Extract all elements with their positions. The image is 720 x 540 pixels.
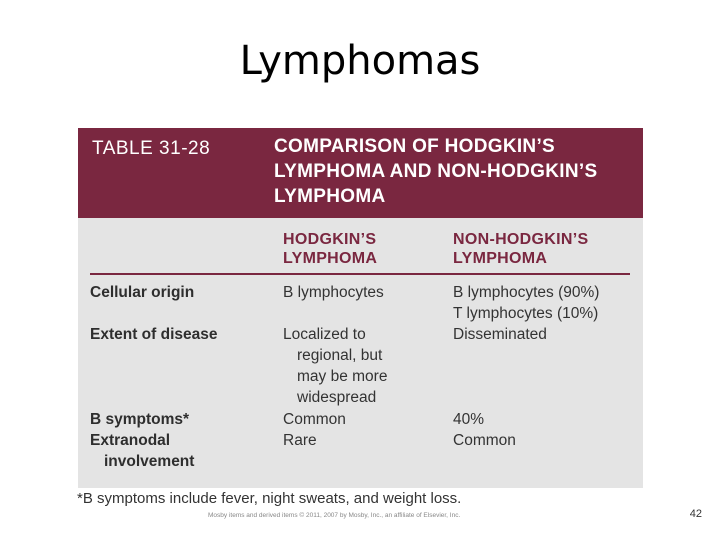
row-label-b-symptoms (90, 409, 189, 430)
cell-text: B lymphocytes (283, 284, 384, 301)
slide-title: Lymphomas (239, 38, 481, 84)
column-header-non-hodgkin (453, 230, 588, 268)
column-header-line: HODGKIN’S (283, 231, 377, 248)
table-heading: COMPARISON OF HODGKIN’S LYMPHOMA AND NON-HODGKIN’S LYMPHOMA (274, 136, 598, 207)
cell-text: Extent of disease (90, 326, 218, 343)
cell-text: Disseminated (453, 326, 547, 343)
cell-text: Cellular origin (90, 284, 195, 301)
row-label-extent-of-disease (90, 324, 218, 345)
cell-text: may be more (297, 368, 388, 385)
column-header-line: LYMPHOMA (453, 250, 548, 267)
column-header-line: NON-HODGKIN’S (453, 231, 589, 248)
cell-text: B symptoms* (90, 411, 190, 428)
cell-text: B lymphocytes (90%) (453, 284, 600, 301)
cell-non-hodgkin-b-symptoms (453, 409, 484, 430)
table-number: TABLE 31-28 (92, 138, 211, 159)
header-rule (90, 273, 630, 275)
cell-hodgkin-extranodal-involvement (283, 430, 317, 451)
cell-text: 40% (453, 411, 485, 428)
cell-text: regional, but (297, 347, 383, 364)
row-label-cellular-origin (90, 282, 194, 303)
cell-hodgkin-extent-of-disease (283, 324, 387, 408)
cell-non-hodgkin-extranodal-involvement (453, 430, 516, 451)
cell-text: Rare (283, 432, 317, 449)
copyright-notice: Mosby items and derived items © 2011, 2007 by Mosby, Inc., an affiliate of Elsevier, Inc. (208, 512, 461, 519)
cell-text: widespread (297, 389, 377, 406)
cell-text: Common (283, 411, 346, 428)
cell-text: Extranodal (90, 432, 171, 449)
page-number: 42 (689, 508, 702, 520)
cell-text: involvement (104, 453, 195, 470)
column-header-hodgkin (283, 230, 377, 268)
comparison-table (78, 128, 643, 488)
cell-non-hodgkin-extent-of-disease (453, 324, 547, 345)
table-footnote: *B symptoms include fever, night sweats, and weight loss. (77, 490, 462, 507)
cell-text: Common (453, 432, 516, 449)
column-header-line: LYMPHOMA (283, 250, 378, 267)
cell-hodgkin-b-symptoms (283, 409, 346, 430)
cell-hodgkin-cellular-origin (283, 282, 384, 303)
cell-text: T lymphocytes (10%) (453, 305, 599, 322)
table-header (78, 128, 643, 218)
row-label-extranodal-involvement (90, 430, 194, 472)
cell-text: Localized to (283, 326, 366, 343)
cell-non-hodgkin-cellular-origin (453, 282, 599, 324)
